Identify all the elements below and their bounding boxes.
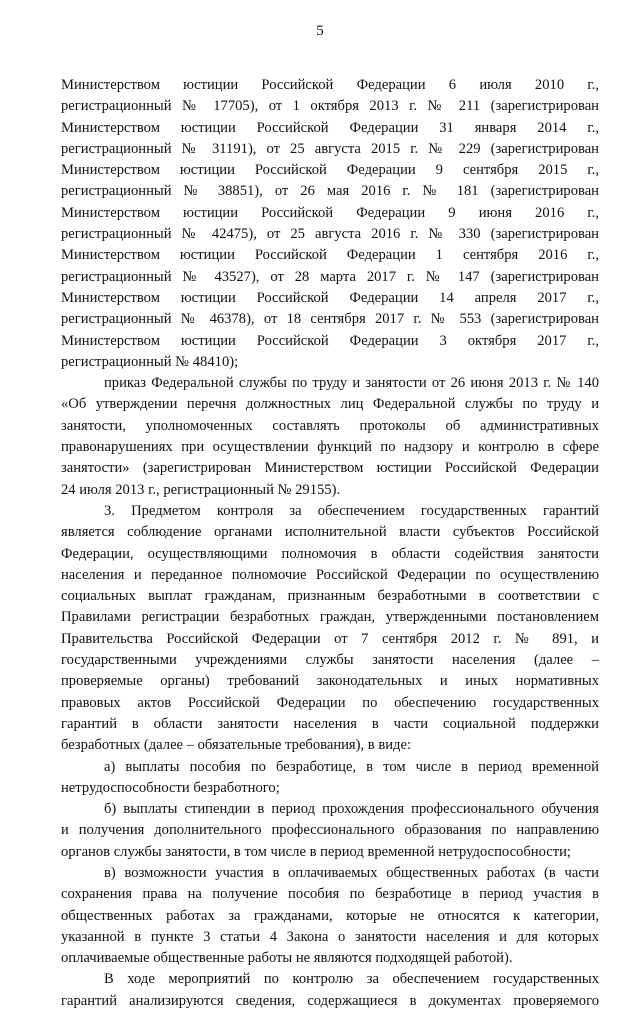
text-line: приказ Федеральной службы по труду и занятости от 26 июня 2013 г. № 140 (104, 375, 599, 392)
text-line: органов службы занятости, в том числе в период временной нетрудоспособности; (61, 843, 571, 860)
text-line: занятости» (зарегистрирован Министерством юстиции Российской Федерации (61, 460, 599, 477)
text-line: регистрационный № 31191), от 25 августа 2015 г. № 229 (зарегистрирован (61, 140, 599, 157)
text-line: гарантий в области занятости населения в части социальной поддержки (61, 715, 599, 732)
text-line: Федерации, осуществляющими полномочия в области содействия занятости (61, 545, 599, 562)
text-line: социальных выплат гражданам, признанным безработными в соответствии с (61, 588, 599, 605)
text-line: указанной в пункте 3 статьи 4 Закона о занятости населения и для которых (61, 928, 599, 945)
text-line: сохранения права на получение пособия по безработице в период участия в (61, 886, 599, 903)
text-line: Министерством юстиции Российской Федерации 9 июня 2016 г., (61, 204, 599, 221)
text-line: населения и переданное полномочие Российской Федерации по осуществлению (61, 566, 599, 583)
text-line: общественных работах за гражданами, которые не относятся к категории, (61, 907, 599, 924)
text-line: является соблюдение органами исполнительной власти субъектов Российской (61, 524, 599, 541)
text-line: и получения дополнительного профессионального образования по направлению (61, 822, 599, 839)
text-line: Правительства Российской Федерации от 7 сентября 2012 г. № 891, и (61, 630, 599, 647)
text-line: регистрационный № 38851), от 26 мая 2016 г. № 181 (зарегистрирован (61, 183, 599, 200)
text-line: безработных (далее – обязательные требования), в виде: (61, 737, 412, 754)
text-line: В ходе мероприятий по контролю за обеспечением государственных (104, 971, 599, 988)
text-line: Министерством юстиции Российской Федерации 14 апреля 2017 г., (61, 289, 599, 306)
text-line: Правилами регистрации безработных граждан, утвержденными постановлением (61, 609, 599, 626)
text-line: Министерством юстиции Российской Федерации 1 сентября 2016 г., (61, 247, 599, 264)
text-line: регистрационный № 43527), от 28 марта 2017 г. № 147 (зарегистрирован (61, 268, 599, 285)
text-line: Министерством юстиции Российской Федерации 9 сентября 2015 г., (61, 162, 599, 179)
text-line: регистрационный № 42475), от 25 августа 2016 г. № 330 (зарегистрирован (61, 226, 599, 243)
text-line: нетрудоспособности безработного; (61, 779, 280, 796)
text-line: регистрационный № 17705), от 1 октября 2013 г. № 211 (зарегистрирован (61, 98, 599, 115)
text-line: правонарушениях при осуществлении функций по надзору и контролю в сфере (61, 439, 599, 456)
text-line: гарантий анализируются сведения, содержащиеся в документах проверяемого (61, 992, 599, 1009)
text-line: Министерством юстиции Российской Федерации 31 января 2014 г., (61, 119, 599, 136)
text-line: правовых актов Российской Федерации по обеспечению государственных (61, 694, 599, 711)
page-number: 5 (316, 23, 324, 39)
text-line: «Об утверждении перечня должностных лиц Федеральной службы по труду и (61, 396, 599, 413)
text-line: б) выплаты стипендии в период прохождения профессионального обучения (104, 801, 599, 818)
text-line: 24 июля 2013 г., регистрационный № 29155). (61, 481, 341, 498)
text-line: занятости, уполномоченных составлять протоколы об административных (61, 417, 599, 434)
text-line: регистрационный № 46378), от 18 сентября 2017 г. № 553 (зарегистрирован (61, 311, 599, 328)
text-line: 3. Предметом контроля за обеспечением государственных гарантий (104, 502, 599, 519)
text-line: а) выплаты пособия по безработице, в том числе в период временной (104, 758, 599, 775)
text-line: в) возможности участия в оплачиваемых общественных работах (в части (104, 864, 599, 881)
text-line: Министерством юстиции Российской Федерации 6 июля 2010 г., (61, 77, 599, 93)
text-line: оплачиваемые общественные работы не являются подходящей работой). (61, 950, 513, 967)
document-body (61, 75, 599, 1012)
text-line: Министерством юстиции Российской Федерации 3 октября 2017 г., (61, 332, 599, 349)
text-line: проверяемые органы) требований законодательных и иных нормативных (61, 673, 599, 690)
text-line: государственными учреждениями службы занятости населения (далее – (61, 652, 599, 669)
text-line: регистрационный № 48410); (61, 353, 239, 370)
